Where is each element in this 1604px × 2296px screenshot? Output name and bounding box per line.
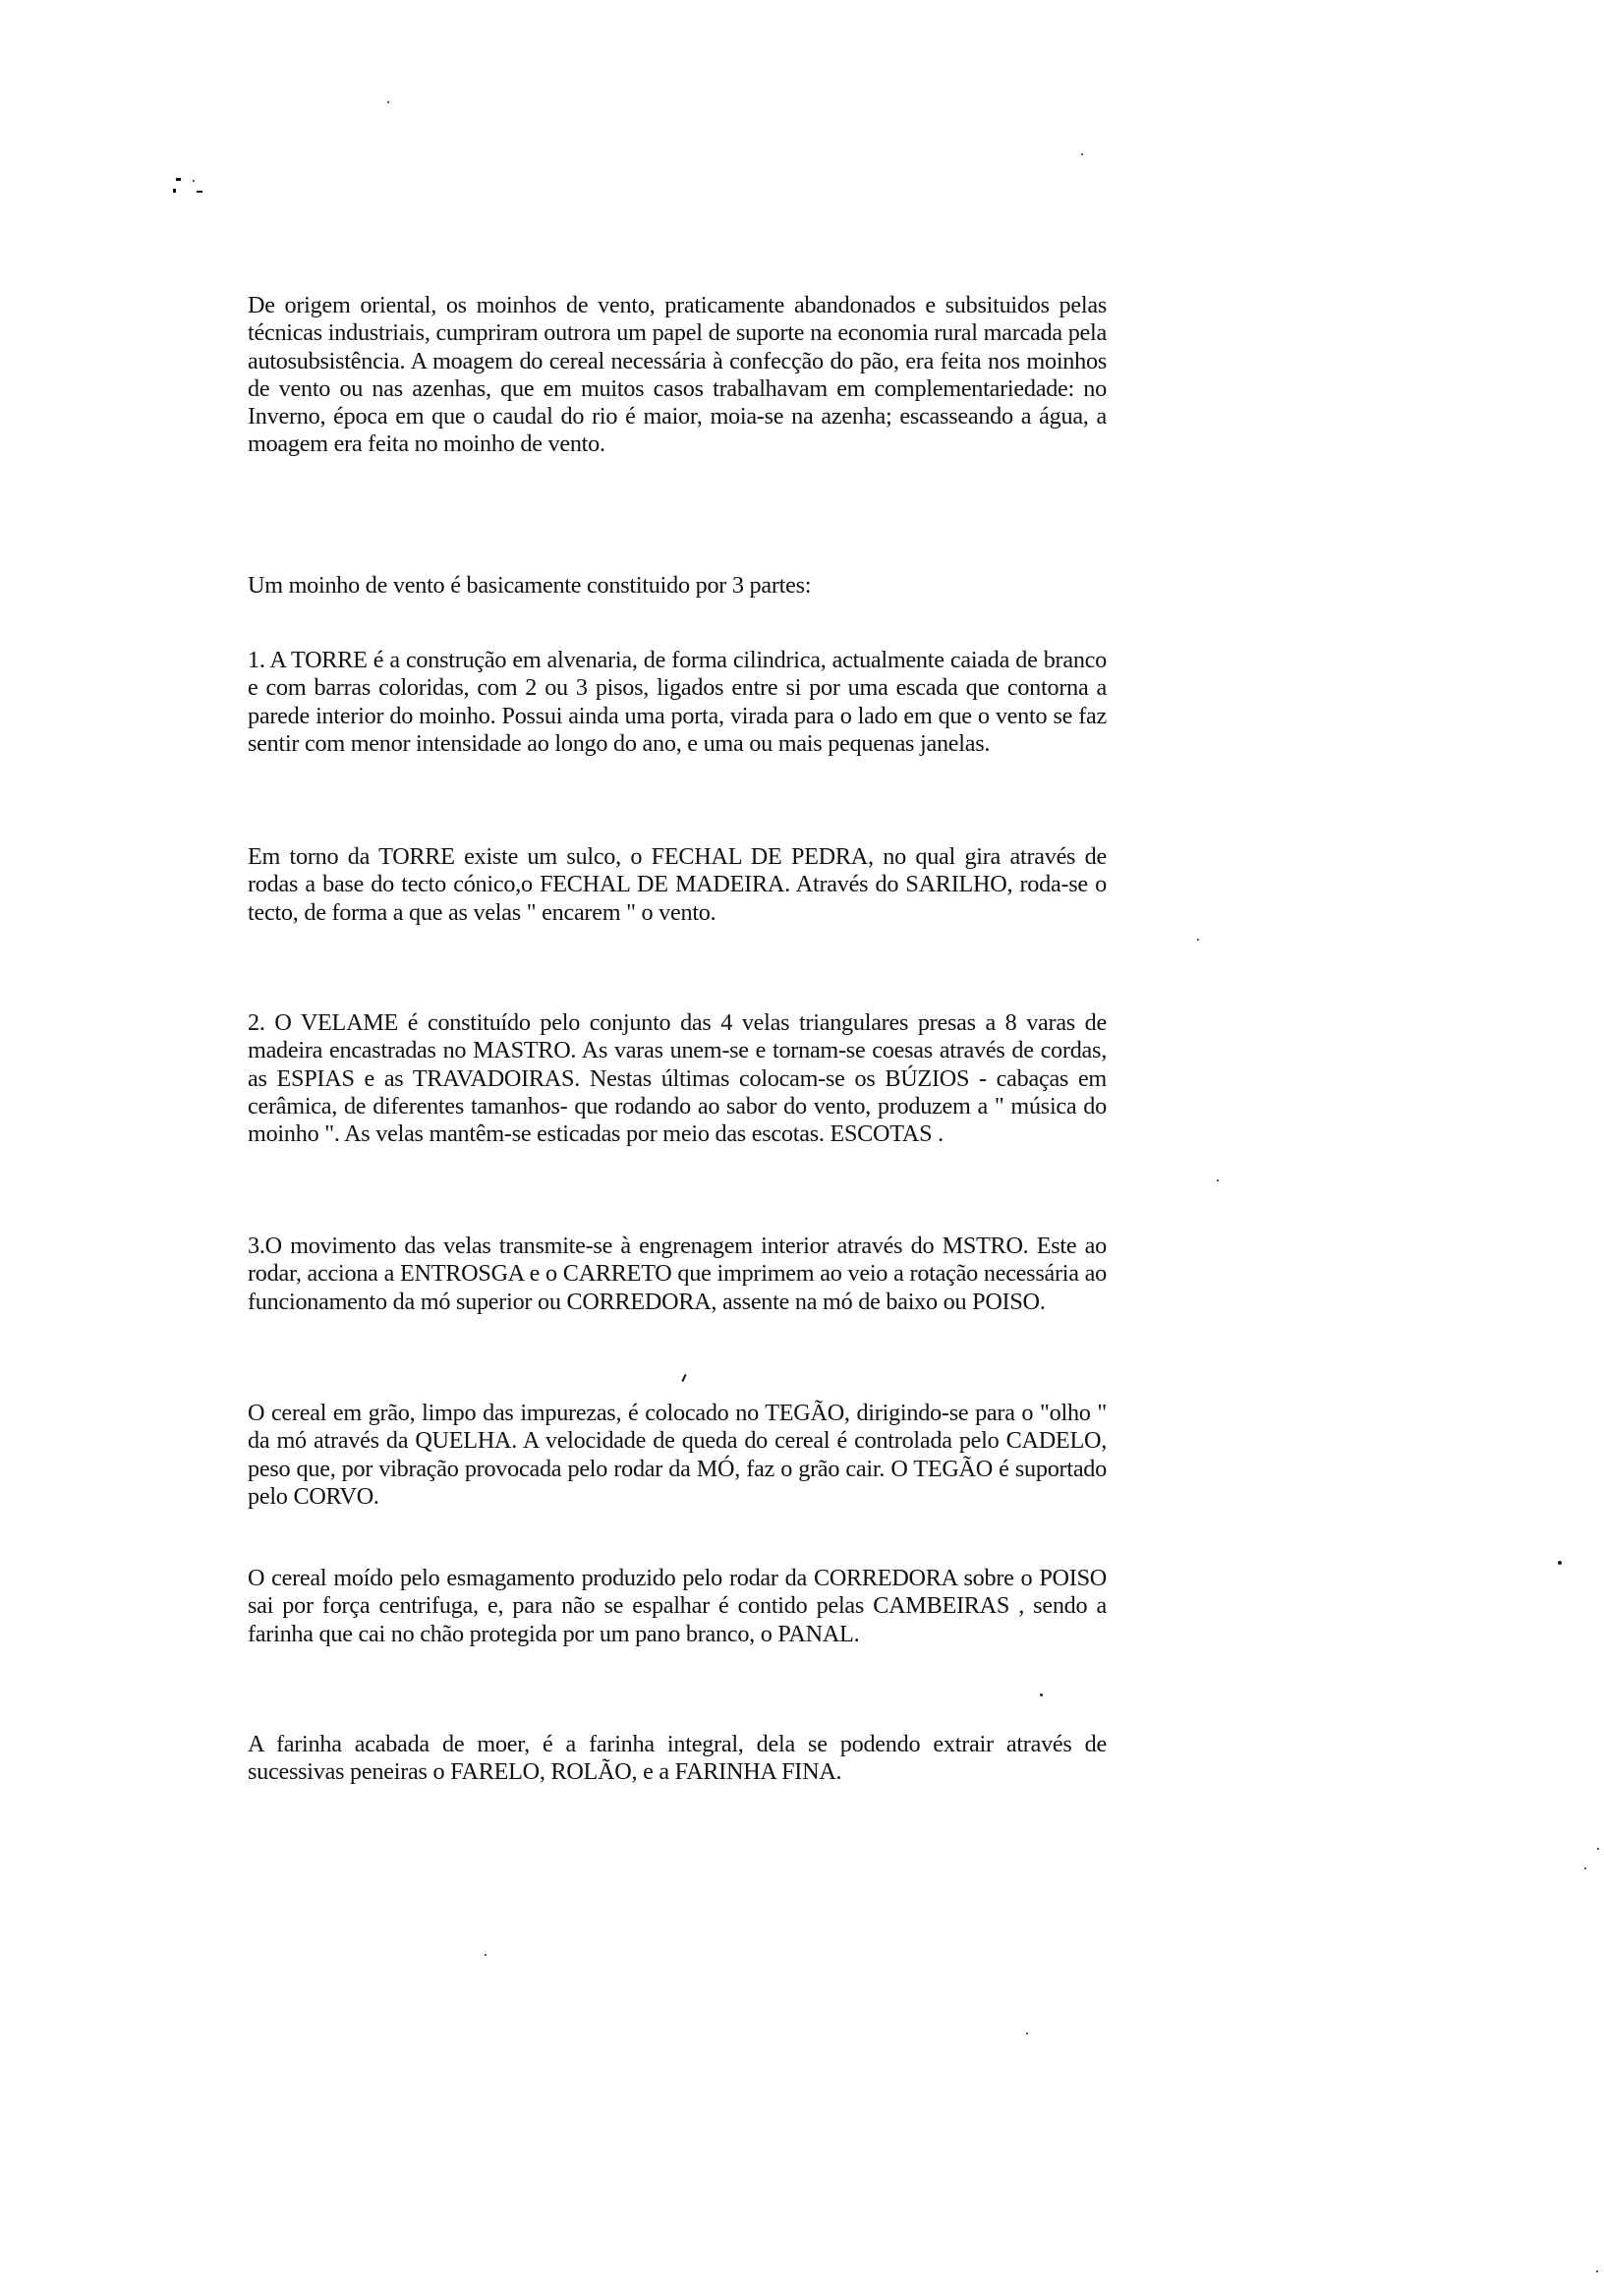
paragraph-intro: De origem oriental, os moinhos de vento, praticamente abandonados e subsituidos pelas técnicas industriais, cumpriram outrora um papel de suporte na economia rural marcada pela autosubsistência. A moagem do cereal necessária à confecção do pão, era feita nos moinhos de vento ou nas azenhas, que em muitos casos trabalhavam em complementariedade: no Inverno, época em que o caudal do rio é maior, moia-se na azenha; escasseando a água, a moagem era feita no moinho de vento. (248, 292, 1107, 458)
scan-speck (1040, 1693, 1043, 1696)
paragraph-cereal-moido: O cereal moído pelo esmagamento produzido pelo rodar da CORREDORA sobre o POISO sai por força centrifuga, e, para não se espalhar é contido pelas CAMBEIRAS , sendo a farinha que cai no chão protegida por um pano branco, o PANAL. (248, 1565, 1107, 1647)
scan-mark (197, 191, 202, 193)
paragraph-cereal-tegao: O cereal em grão, limpo das impurezas, é colocado no TEGÃO, dirigindo-se para o "olho " da mó através da QUELHA. A velocidade de queda do cereal é controlada pelo CADELO, peso que, por vibração provocada pelo rodar da MÓ, faz o grão cair. O TEGÃO é suportado pelo CORVO. (248, 1400, 1107, 1510)
scan-speck (1026, 2033, 1028, 2035)
paragraph-parts-intro: Um moinho de vento é basicamente constituido por 3 partes: (248, 572, 812, 599)
scan-speck (1217, 1179, 1219, 1181)
scan-mark (681, 1374, 686, 1382)
scan-mark (173, 189, 176, 193)
paragraph-part-3-movimento: 3.O movimento das velas transmite-se à engrenagem interior através do MSTRO. Este ao rodar, acciona a ENTROSGA e o CARRETO que imprimem ao veio a rotação necessária ao funcionamento da mó superior ou CORREDORA, assente na mó de baixo ou POISO. (248, 1233, 1107, 1315)
paragraph-farinha: A farinha acabada de moer, é a farinha integral, dela se podendo extrair através de sucessivas peneiras o FARELO, ROLÃO, e a FARINHA FINA. (248, 1731, 1107, 1786)
scan-speck (387, 101, 389, 103)
scan-speck (1596, 2270, 1598, 2272)
scan-speck (193, 180, 195, 182)
scan-speck (1197, 939, 1199, 941)
scan-speck (1558, 1561, 1562, 1565)
scan-mark (176, 178, 181, 181)
scan-speck (485, 1954, 487, 1956)
paragraph-part-2-velame: 2. O VELAME é constituído pelo conjunto das 4 velas triangulares presas a 8 varas de madeira encastradas no MASTRO. As varas unem-se e tornam-se coesas através de cordas, as ESPIAS e as TRAVADOIRAS. Nestas últimas colocam-se os BÚZIOS - cabaças em cerâmica, de diferentes tamanhos- que rodando ao sabor do vento, produzem a " música do moinho ". As velas mantêm-se esticadas por meio das escotas. ESCOTAS . (248, 1009, 1107, 1148)
paragraph-part-1-torre: 1. A TORRE é a construção em alvenaria, de forma cilindrica, actualmente caiada de branco e com barras coloridas, com 2 ou 3 pisos, ligados entre si por uma escada que contorna a parede interior do moinho. Possui ainda uma porta, virada para o lado em que o vento se faz sentir com menor intensidade ao longo do ano, e uma ou mais pequenas janelas. (248, 647, 1107, 757)
paragraph-torre-fechal: Em torno da TORRE existe um sulco, o FECHAL DE PEDRA, no qual gira através de rodas a base do tecto cónico,o FECHAL DE MADEIRA. Através do SARILHO, roda-se o tecto, de forma a que as velas " encarem " o vento. (248, 843, 1107, 926)
scan-speck (1597, 1848, 1599, 1850)
scan-speck (1081, 153, 1083, 155)
scan-speck (1584, 1867, 1586, 1869)
